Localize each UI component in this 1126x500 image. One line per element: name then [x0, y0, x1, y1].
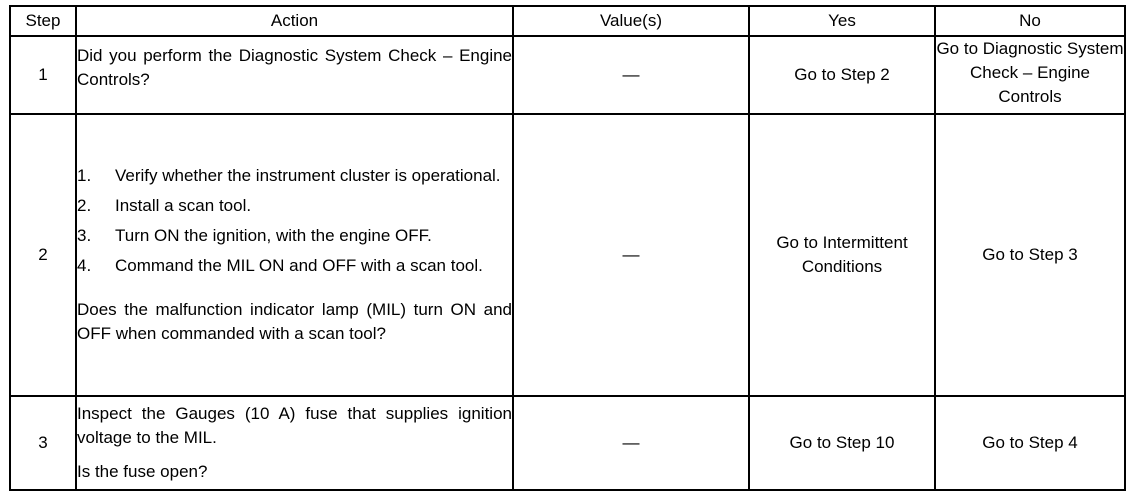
substep-text: Verify whether the instrument cluster is operational.: [115, 166, 501, 185]
value-cell: —: [513, 36, 749, 114]
substep-text: Command the MIL ON and OFF with a scan tool.: [115, 256, 483, 275]
step-number: 1: [10, 36, 76, 114]
header-row: [10, 6, 1125, 36]
step-number: 3: [10, 396, 76, 490]
no-link[interactable]: Go to Step 3: [935, 114, 1125, 396]
question-text: Does the malfunction indicator lamp (MIL) turn ON and OFF when commanded with a scan tool?: [77, 300, 512, 343]
yes-link[interactable]: Go to Step 2: [749, 36, 935, 114]
list-item: [77, 164, 512, 188]
list-item: [77, 224, 512, 248]
action-text: Inspect the Gauges (10 A) fuse that supplies ignition voltage to the MIL.: [77, 404, 512, 447]
yes-link[interactable]: Go to Intermittent Conditions: [749, 114, 935, 396]
step-number: 2: [10, 114, 76, 396]
header-yes: Yes: [749, 6, 935, 36]
action-cell: [76, 36, 513, 114]
value-cell: —: [513, 396, 749, 490]
substep-text: Turn ON the ignition, with the engine OFF.: [115, 226, 432, 245]
substep-text: Install a scan tool.: [115, 196, 252, 215]
table-row: [10, 114, 1125, 396]
header-step: Step: [10, 6, 76, 36]
table-row: [10, 396, 1125, 490]
substep-number: 1.: [77, 166, 92, 185]
no-link[interactable]: Go to Step 4: [935, 396, 1125, 490]
action-cell: [76, 396, 513, 490]
diagnostic-table: [9, 5, 1126, 491]
value-cell: —: [513, 114, 749, 396]
no-link[interactable]: Go to Diagnostic System Check – Engine Controls: [935, 36, 1125, 114]
substep-number: 3.: [77, 226, 92, 245]
yes-link[interactable]: Go to Step 10: [749, 396, 935, 490]
substep-number: 4.: [77, 256, 92, 275]
action-text: Did you perform the Diagnostic System Check – Engine Controls?: [77, 46, 512, 89]
header-action: Action: [76, 6, 513, 36]
header-values: Value(s): [513, 6, 749, 36]
action-cell: [76, 114, 513, 396]
question-text: Is the fuse open?: [77, 462, 208, 481]
list-item: [77, 254, 512, 278]
list-item: [77, 194, 512, 218]
substep-list: [77, 164, 512, 278]
table-row: [10, 36, 1125, 114]
header-no: No: [935, 6, 1125, 36]
substep-number: 2.: [77, 196, 92, 215]
